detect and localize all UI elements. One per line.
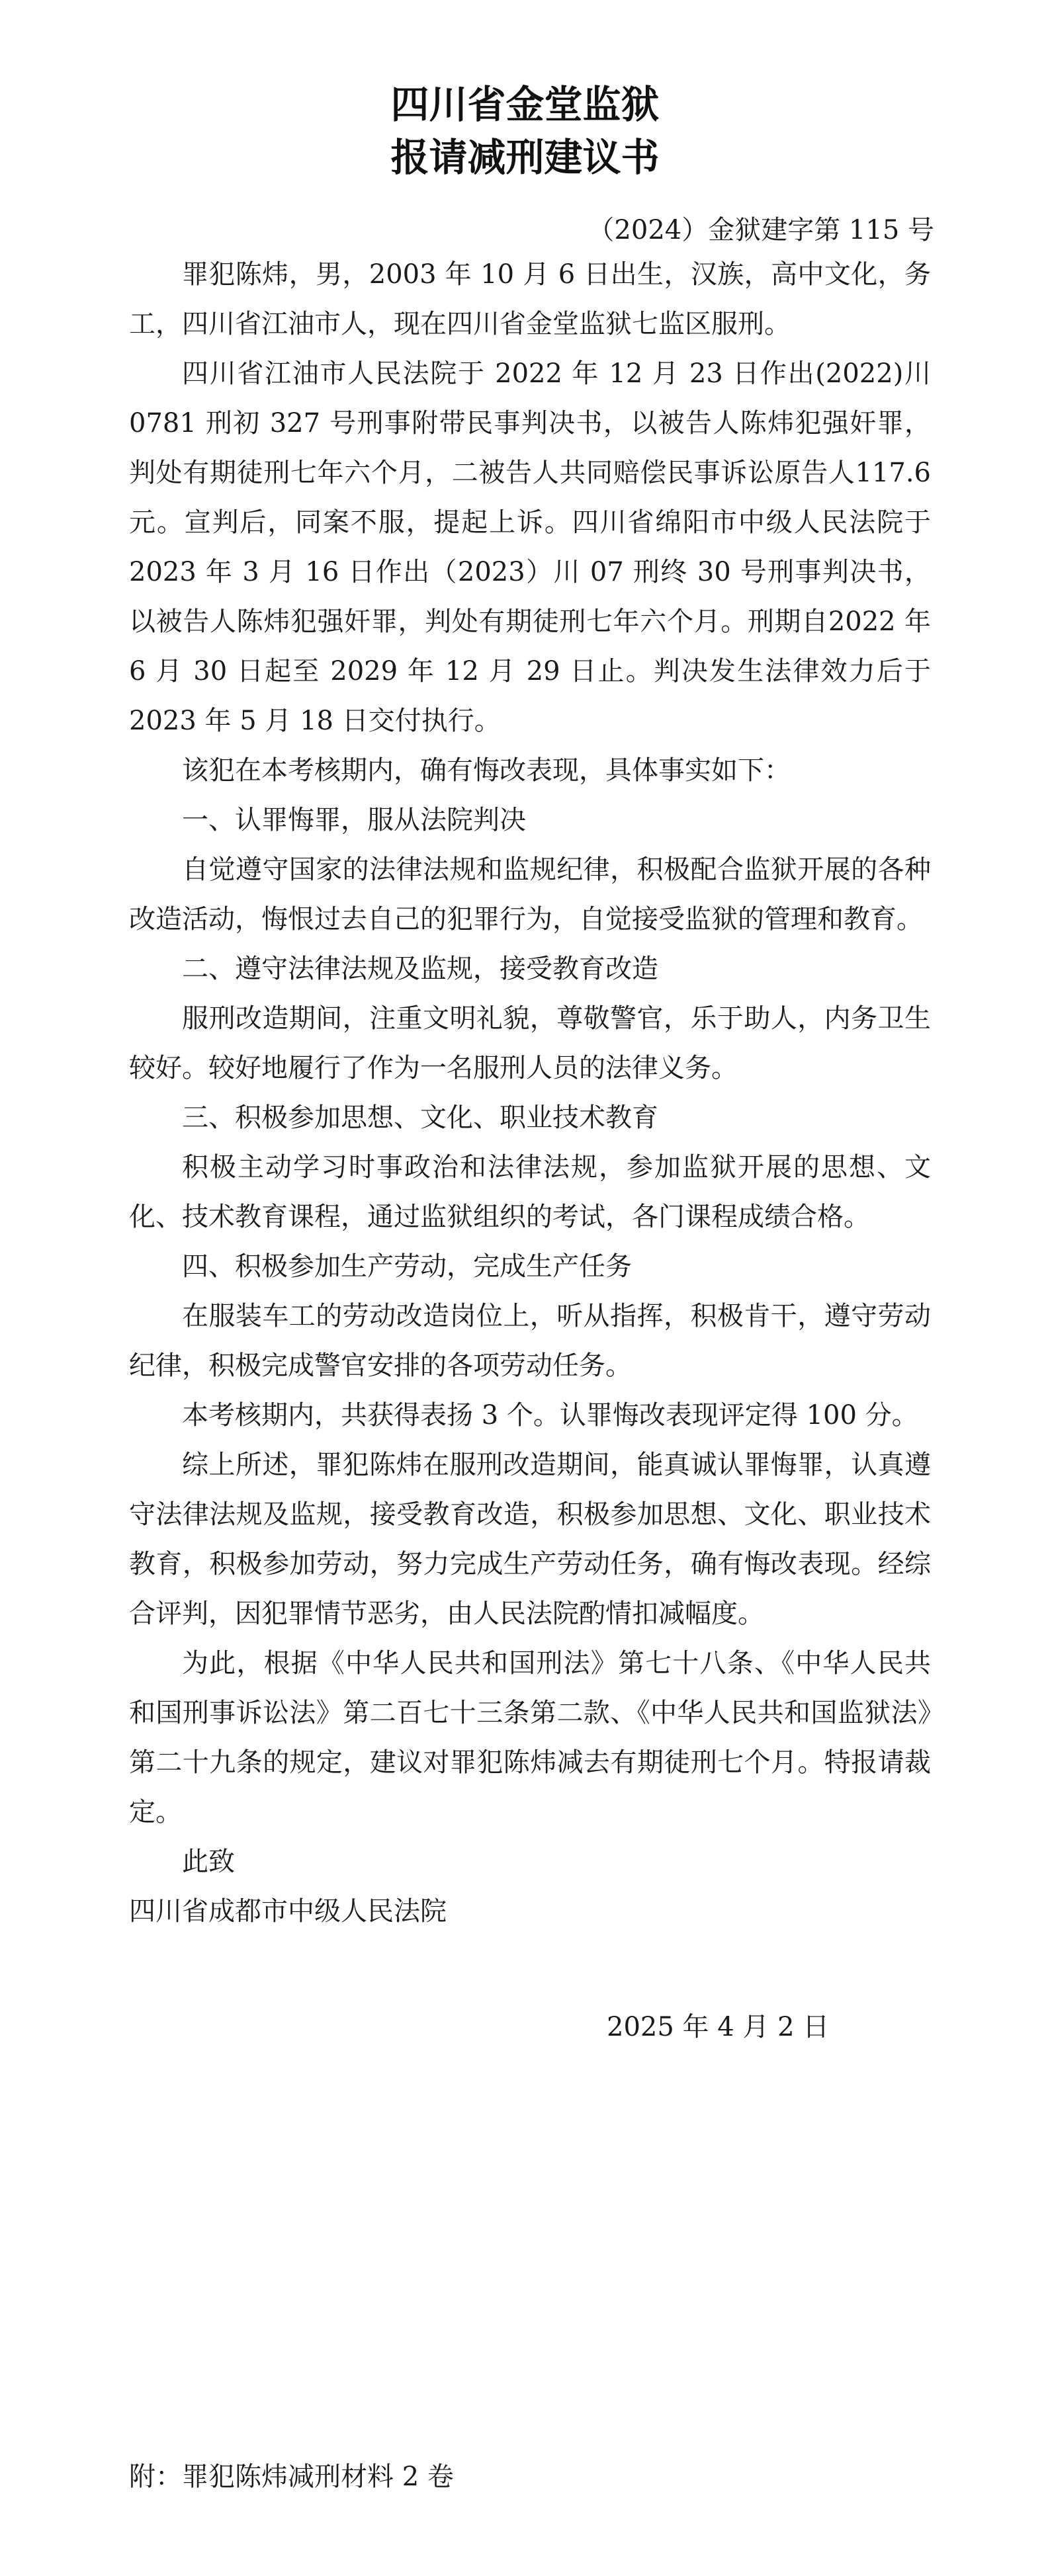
paragraph-intro-facts: 该犯在本考核期内，确有悔改表现，具体事实如下： (182, 755, 791, 786)
document-date: 2025 年 4 月 2 日 (607, 2012, 830, 2042)
paragraph-salutation: 此致 (182, 1847, 235, 1877)
section-heading-3: 三、积极参加思想、文化、职业技术教育 (182, 1102, 658, 1133)
document-title-institution: 四川省金堂监狱 (390, 82, 660, 127)
paragraph-recommendation: 为此，根据《中华人民共和国刑法》第七十八条、《中华人民共和国刑事诉讼法》第二百七十三条第二款、《中华人民共和国监狱法》第二十九条的规定，建议对罪犯陈炜减去有期徒刑七个月。特报请裁定。 (129, 1648, 931, 1827)
paragraph-judgment-history: 四川省江油市人民法院于 2022 年 12 月 23 日作出(2022)川0781 刑初 327 号刑事附带民事判决书，以被告人陈炜犯强奸罪，判处有期徒刑七年六个月，二被告人共同赔偿民事诉讼原告人117.6 元。宣判后，同案不服，提起上诉。四川省绵阳市中级人民法院于 2023 年 3 月 16 日作出（2023）川 07 刑终 30 号刑事判决书，以被告人陈炜犯强奸罪，判处有期徒刑七年六个月。刑期自2022 年 6 月 30 日起至 2029 年 12 月 29 日止。判决发生法律效力后于 2023 年 5 月 18 日交付执行。 (129, 358, 931, 736)
section-heading-1: 一、认罪悔罪，服从法院判决 (182, 805, 526, 835)
recipient-court: 四川省成都市中级人民法院 (129, 1896, 447, 1927)
section-heading-4: 四、积极参加生产劳动，完成生产任务 (182, 1251, 632, 1282)
section-body-2: 服刑改造期间，注重文明礼貌，尊敬警官，乐于助人，内务卫生较好。较好地履行了作为一名服刑人员的法律义务。 (129, 1003, 931, 1083)
paragraph-summary: 综上所述，罪犯陈炜在服刑改造期间，能真诚认罪悔罪，认真遵守法律法规及监规，接受教育改造，积极参加思想、文化、职业技术教育，积极参加劳动，努力完成生产劳动任务，确有悔改表现。经综合评判，因犯罪情节恶劣，由人民法院酌情扣减幅度。 (129, 1450, 931, 1629)
section-body-4: 在服装车工的劳动改造岗位上，听从指挥，积极肯干，遵守劳动纪律，积极完成警官安排的各项劳动任务。 (129, 1301, 931, 1381)
section-heading-2: 二、遵守法律法规及监规，接受教育改造 (182, 954, 658, 984)
document-body (129, 250, 931, 1936)
document-number: （2024）金狱建字第 115 号 (588, 215, 934, 245)
paragraph-assessment-score: 本考核期内，共获得表扬 3 个。认罪悔改表现评定得 100 分。 (182, 1400, 918, 1431)
paragraph-offender-info: 罪犯陈炜，男，2003 年 10 月 6 日出生，汉族，高中文化，务工，四川省江油市人，现在四川省金堂监狱七监区服刑。 (129, 259, 931, 339)
section-body-1: 自觉遵守国家的法律法规和监规纪律，积极配合监狱开展的各种改造活动，悔恨过去自己的犯罪行为，自觉接受监狱的管理和教育。 (129, 854, 931, 935)
section-body-3: 积极主动学习时事政治和法律法规，参加监狱开展的思想、文化、技术教育课程，通过监狱组织的考试，各门课程成绩合格。 (129, 1152, 931, 1232)
attachment-note: 附：罪犯陈炜减刑材料 2 卷 (129, 2462, 454, 2492)
document-title-type: 报请减刑建议书 (390, 135, 660, 180)
